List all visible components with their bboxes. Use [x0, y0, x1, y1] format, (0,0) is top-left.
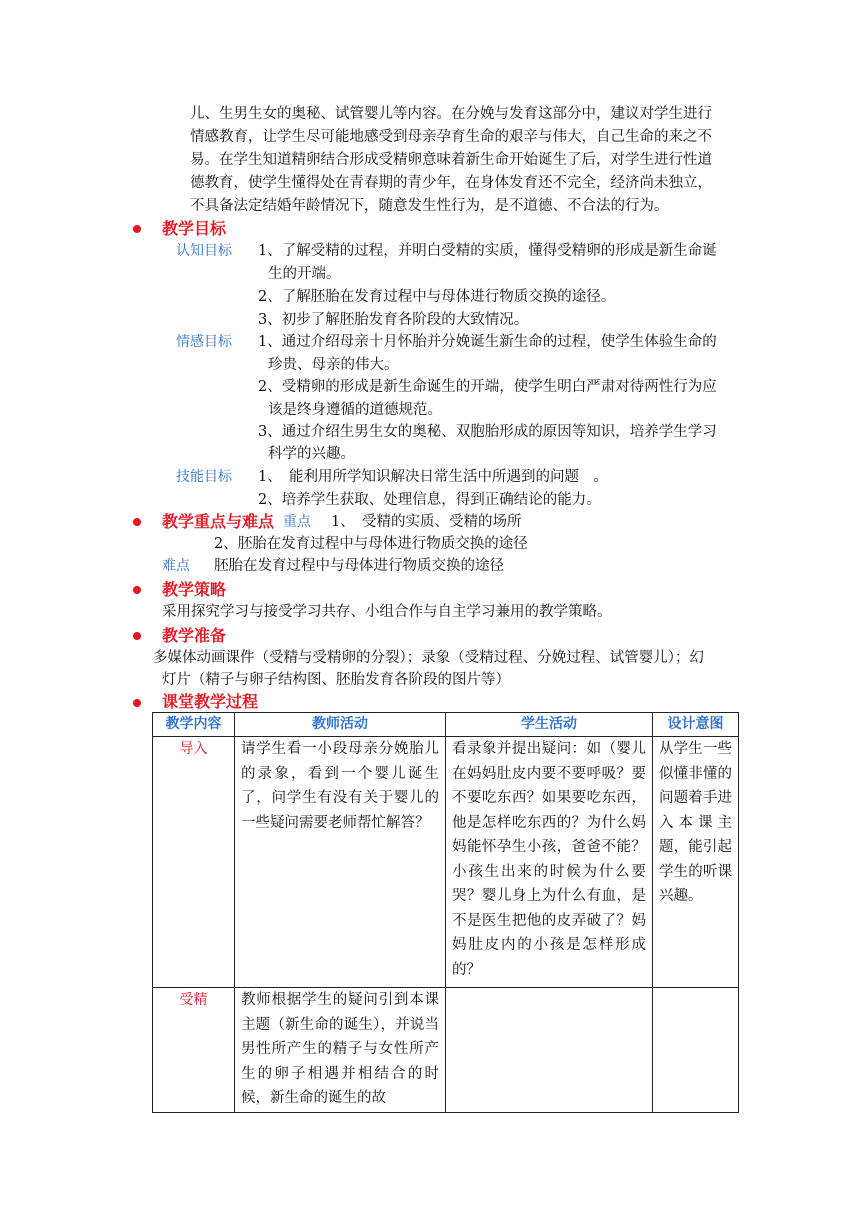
teacher-cell [235, 988, 446, 1113]
student-cell [446, 737, 653, 988]
intro-line: 易。在学生知道精卵结合形成受精卵意味着新生命开始诞生了后，对学生进行性道 [190, 152, 712, 168]
goals-heading: 教学目标 [162, 219, 227, 238]
affective-item: 该是终身遵循的道德规范。 [268, 402, 442, 418]
student-cell [446, 988, 653, 1113]
affective-item: 珍贵、母亲的伟大。 [268, 357, 399, 373]
key-point: 2、胚胎在发育过程中与母体进行物质交换的途径 [214, 536, 528, 552]
bullet-icon [133, 586, 141, 594]
topic-label: 导入 [179, 741, 208, 757]
column-header: 设计意图 [653, 713, 739, 737]
process-heading: 课堂教学过程 [162, 692, 259, 711]
intro-line: 德教育，使学生懂得处在青春期的青少年，在身体发育还不完全，经济尚未独立， [190, 175, 712, 191]
design-intent: 从学生一些似懂非懂的问题着手进入本课主题，能引起学生的听课兴趣。 [659, 741, 732, 904]
cognitive-item: 1、了解受精的过程，并明白受精的实质，懂得受精卵的形成是新生命诞 [258, 243, 717, 259]
intro-line: 情感教育，让学生尽可能地感受到母亲孕育生命的艰辛与伟大，自己生命的来之不 [190, 129, 712, 145]
skill-label: 技能目标 [176, 469, 232, 485]
difficult-label: 难点 [162, 558, 190, 574]
preparation-heading: 教学准备 [162, 626, 227, 645]
affective-item: 科学的兴趣。 [268, 446, 355, 462]
teacher-activity: 教师根据学生的疑问引到本课主题（新生命的诞生），并说当男性所产生的精子与女性所产生的卵子相遇并相结合的时候，新生命的诞生的故 [241, 992, 439, 1106]
table-row [153, 737, 739, 988]
intro-line: 不具备法定结婚年龄情况下，随意发生性行为，是不道德、不合法的行为。 [190, 198, 669, 214]
preparation-line: 灯片（精子与卵子结构图、胚胎发育各阶段的图片等） [162, 672, 510, 688]
skill-item: 1、 能利用所学知识解决日常生活中所遇到的问题 。 [258, 469, 608, 485]
skill-item: 2、培养学生获取、处理信息，得到正确结论的能力。 [258, 492, 601, 508]
cognitive-label: 认知目标 [176, 243, 232, 259]
affective-item: 1、通过介绍母亲十月怀胎并分娩诞生新生命的过程，使学生体验生命的 [258, 334, 717, 350]
intent-cell [653, 988, 739, 1113]
student-activity: 看录象并提出疑问：如（婴儿在妈妈肚皮内要不要呼吸？要不要吃东西？如果要吃东西，他是怎样吃东西的？为什么妈妈能怀孕生小孩，爸爸不能？小孩生出来的时候为什么要哭？婴儿身上为什么有血，是不是医生把他的皮弄破了？妈妈肚皮内的小孩是怎样形成的？ [452, 741, 646, 978]
intro-line: 儿、生男生女的奥秘、试管婴儿等内容。在分娩与发育这部分中，建议对学生进行 [190, 106, 712, 122]
strategy-text: 采用探究学习与接受学习共存、小组合作与自主学习兼用的教学策略。 [162, 604, 612, 620]
teacher-cell [235, 737, 446, 988]
difficult-point: 胚胎在发育过程中与母体进行物质交换的途径 [214, 558, 504, 574]
teacher-activity: 请学生看一小段母亲分娩胎儿的录象，看到一个婴儿诞生了，问学生有没有关于婴儿的一些疑问需要老师帮忙解答？ [241, 741, 439, 831]
cognitive-item: 生的开端。 [268, 266, 341, 282]
affective-item: 2、受精卵的形成是新生命诞生的开端，使学生明白严肃对待两性行为应 [258, 379, 717, 395]
topic-label: 受精 [179, 992, 208, 1008]
column-header: 学生活动 [446, 713, 653, 737]
table-header-row [153, 713, 739, 737]
column-header: 教师活动 [235, 713, 446, 737]
bullet-icon [133, 699, 141, 707]
process-table [152, 712, 739, 1113]
bullet-icon [133, 518, 141, 526]
column-header: 教学内容 [153, 713, 235, 737]
affective-item: 3、通过介绍生男生女的奥秘、双胞胎形成的原因等知识，培养学生学习 [258, 424, 717, 440]
keypoints-heading: 教学重点与难点 [162, 512, 275, 531]
bullet-icon [133, 225, 141, 233]
strategy-heading: 教学策略 [162, 580, 227, 599]
bullet-icon [133, 632, 141, 640]
table-row [153, 988, 739, 1113]
cognitive-item: 2、了解胚胎在发育过程中与母体进行物质交换的途径。 [258, 289, 616, 305]
key-label: 重点 [283, 514, 311, 530]
affective-label: 情感目标 [176, 334, 232, 350]
topic-cell [153, 737, 235, 988]
cognitive-item: 3、初步了解胚胎发育各阶段的大致情况。 [258, 312, 529, 328]
topic-cell [153, 988, 235, 1113]
preparation-line: 多媒体动画课件（受精与受精卵的分裂）；录象（受精过程、分娩过程、试管婴儿）；幻 [153, 650, 704, 666]
key-point: 1、 受精的实质、受精的场所 [331, 514, 522, 530]
intent-cell [653, 737, 739, 988]
